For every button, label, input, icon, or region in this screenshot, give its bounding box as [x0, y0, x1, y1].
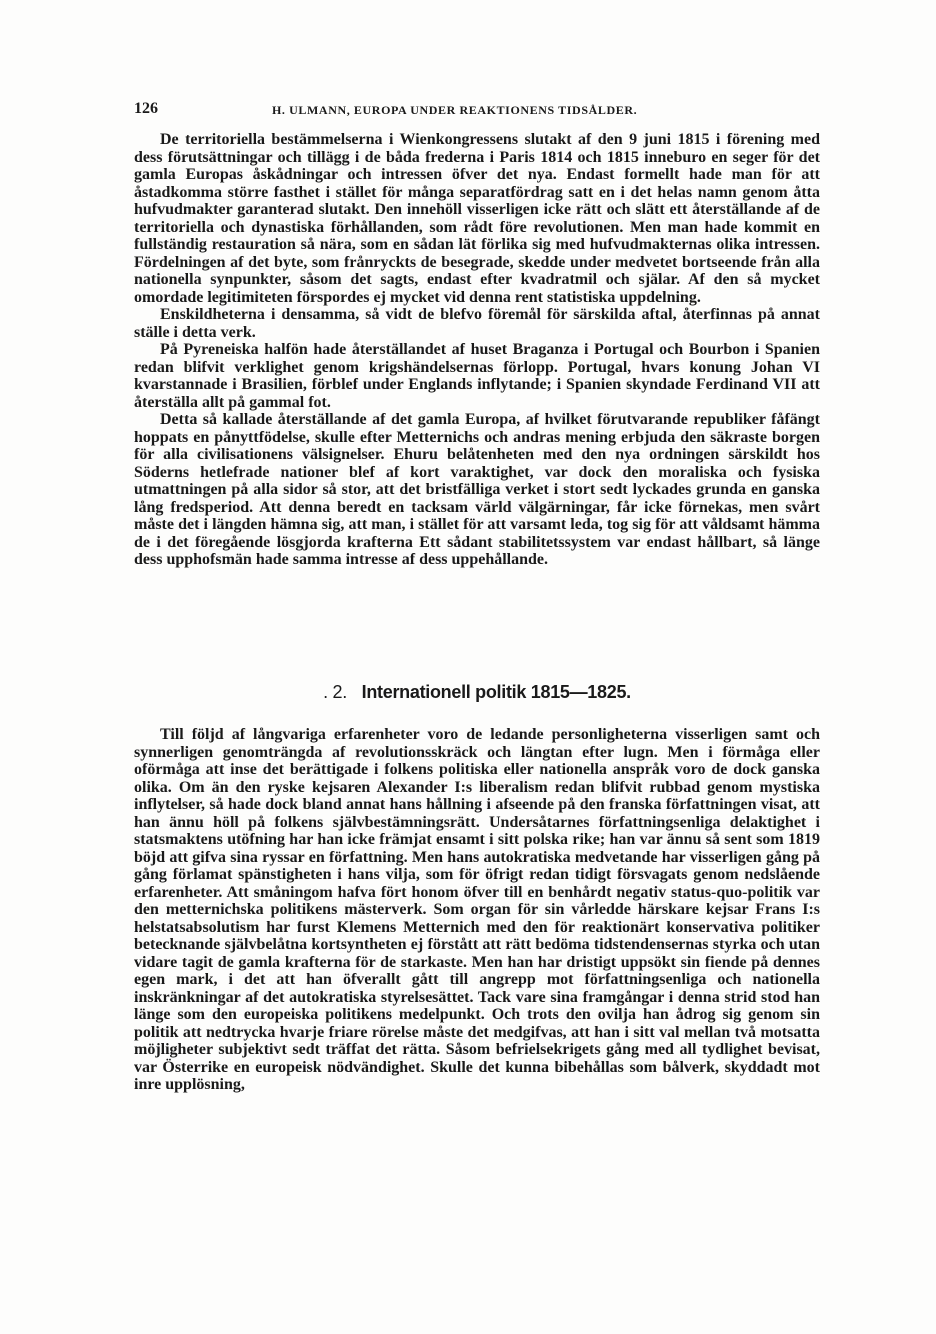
section-number: . 2.	[323, 682, 347, 702]
paragraph: På Pyreneiska halfön hade återställandet af huset Braganza i Portugal och Bourbon i Spanien redan blifvit verklighet genom krigshändelsernas förlopp. Portugal, hvars konung Johan VI kvarstannade i Brasilien, förblef under Englands inflytande; i Spanien skyndade Ferdinand VII att återställa allt på gammal fot.	[134, 341, 820, 411]
section-two-text	[134, 726, 820, 1094]
page-number: 126	[134, 100, 158, 117]
paragraph: De territoriella bestämmelserna i Wienkongressens slutakt af den 9 juni 1815 i förening med dess förutsättningar och tillägg i de båda frederna i Paris 1814 och 1815 inneburo en seger för det gamla Europas åskådningar och intressen öfver det nya. Endast formellt hade man för att åstadkomma större fasthet i stället för många separatfördrag satt en i det helas namn genom åtta hufvudmakter garanterad slutakt. Den innehöll visserligen icke rätt och slätt ett återställande af de territoriella och dynastiska förhållanden, som rådt före revolutionen. Men man hade kommit en fullständig restauration så nära, som en sådan lät förlika sig med hufvudmakternas olika intressen. Fördelningen af det byte, som frånryckts de besegrade, skedde under medvetet bortseende från alla nationella synpunkter, såsom det sagts, endast efter kvadratmil och själar. Af den så mycket omordade legitimiteten förspordes ej mycket vid denna rent statistiska uppdelning.	[134, 131, 820, 306]
section-title: Internationell politik 1815—1825.	[361, 682, 631, 702]
paragraph: Detta så kallade återställande af det gamla Europa, af hvilket förutvarande republiker fåfängt hoppats en pånyttfödelse, skulle efter Metternichs och andras mening erbjuda den säkraste borgen för alla civilisationens välsignelser. Ehuru belåtenheten med den nya ordningen särskildt hos Söderns hetlefrade nationer blef af kort varaktighet, var dock den moraliska och fysiska utmattningen på alla sidor så stor, att det bristfälliga verket i stort sedt lyckades grunda en ganska lång fredsperiod. Att denna beredt en tacksam värld välgärningar, får icke förnekas, men svårt måste det i längden hämna sig, att man, i stället för att varsamt leda, tog sig för att våldsamt hämma de i det föregående lösgjorda krafterna Ett sådant stabilitetssystem var endast hållbart, så länge dess upphofsmän hade samma intresse af dess uppehållande.	[134, 411, 820, 568]
running-title: H. ULMANN, EUROPA UNDER REAKTIONENS TIDSÅLDER.	[272, 103, 638, 117]
section-one-text	[134, 131, 820, 569]
section-heading	[134, 682, 820, 703]
paragraph: Enskildheterna i densamma, så vidt de blefvo föremål för särskilda aftal, återfinnas på annat ställe i detta verk.	[134, 306, 820, 341]
running-head	[134, 100, 820, 120]
paragraph: Till följd af långvariga erfarenheter voro de ledande personligheterna visserligen samt och synnerligen genomträngda af revolutionsskräck och längtan efter lugn. Men i förmåga eller oförmåga att inse det berättigade i folkens politiska eller nationella anspråk voro de dock ganska olika. Om än den ryske kejsaren Alexander I:s liberalism redan blifvit rubbad genom mystiska inflytelser, så hade dock bland annat hans hållning i afseende på den franska författningen visat, att han ännu höll på folkens självbestämningsrätt. Undersåtarnes författningsenliga delaktighet i statsmaktens utöfning har han icke främjat ensamt i sitt polska rike; han var ännu så sent som 1819 böjd att gifva sina ryssar en författning. Men hans autokratiska medvetande har visserligen gång på gång förlamat spänstigheten i hans vilja, som för öfrigt redan tidigt försvagats genom nedslående erfarenheter. Att småningom hafva fört honom öfver till en benhårdt negativ status-quo-politik var den metternichska politikens mästerverk. Som organ för sin vårledde härskare kejsar Frans I:s helstatsabsolutism har furst Klemens Metternich med den för reaktionärt konservativa politiker betecknande självbelåtna kortsyntheten ej förstått att rätt bedöma tidstendensernas styrka och utan vidare tagit de gamla krafterna för de starkaste. Men han har dristigt uppsökt sin fiende på dennes egen mark, i det att han öfverallt gått till angrepp mot författningsenliga och nationella inskränkningar af det autokratiska styrelsesättet. Tack vare sina framgångar i denna strid stod han länge som den europeiska politikens medelpunkt. Och trots den ovilja han ådrog sig genom sin politik att nedtrycka hvarje friare rörelse måste det medgifvas, att han i sitt val mellan två motsatta möjligheter subjektivt sedt träffat det rätta. Såsom befrielsekrigets gång med all tydlighet bevisat, var Österrike en europeisk nödvändighet. Skulle det kunna bibehållas som bålverk, skyddadt mot inre upplösning,	[134, 726, 820, 1093]
